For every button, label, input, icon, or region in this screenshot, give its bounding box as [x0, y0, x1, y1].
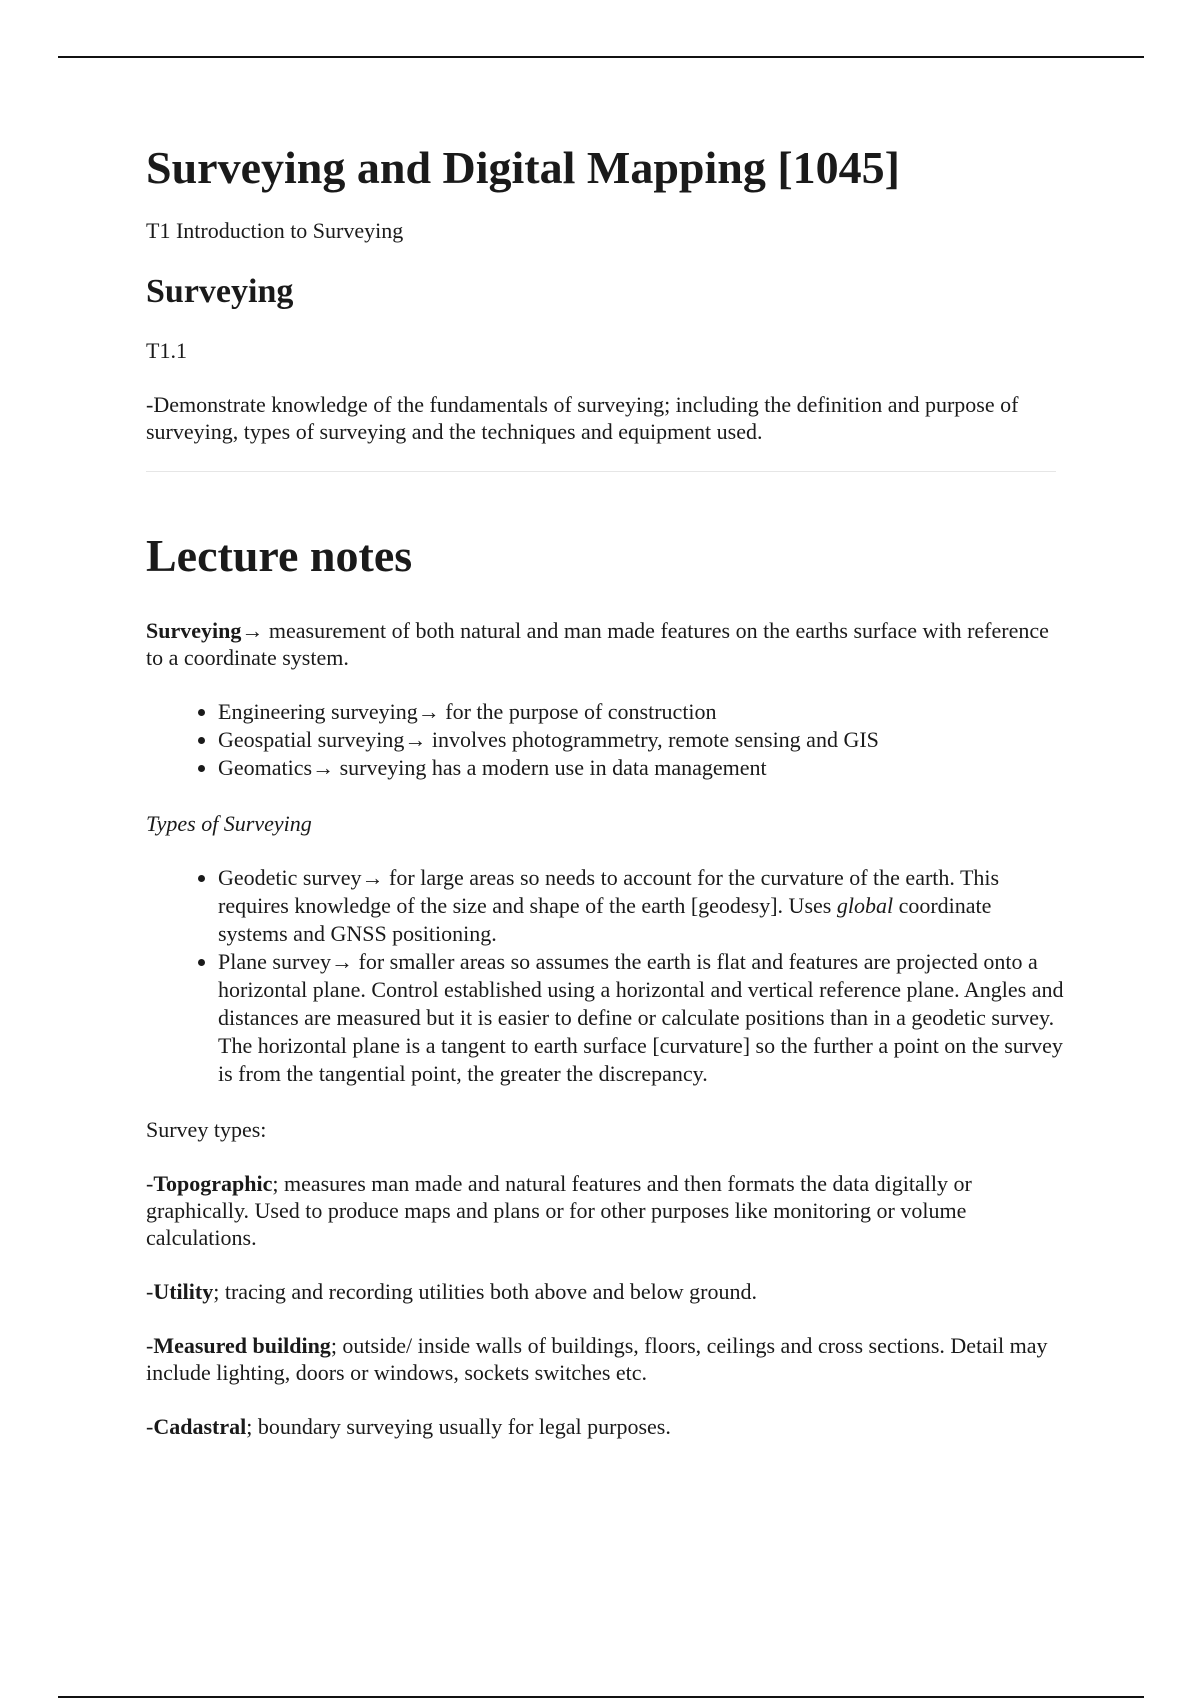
list-item: • Engineering surveying→ for the purpose of construction [218, 698, 1066, 726]
survey-type-topographic: -Topographic; measures man made and natural features and then formats the data digitally or graphically. Used to produce maps and plans or for other purposes like monitoring or volume calculations. [146, 1171, 972, 1251]
section-divider [146, 471, 1056, 472]
survey-type-term: Topographic [153, 1171, 273, 1197]
types-of-surveying-heading: Types of Surveying [146, 811, 312, 837]
bottom-page-rule [58, 1696, 1144, 1698]
lecture-notes-heading: Lecture notes [146, 529, 413, 581]
list-item: • Geospatial surveying→ involves photogrammetry, remote sensing and GIS [218, 726, 1066, 754]
list-item-geodetic [218, 864, 1066, 948]
surveying-heading: Surveying [146, 273, 294, 311]
survey-type-text: ; outside/ inside walls of buildings, floors, ceilings and cross sections. Detail may include lighting, doors or windows, sockets switches etc. [146, 1333, 1048, 1386]
surveying-branches-list [146, 698, 1066, 782]
survey-type-term: Utility [153, 1279, 214, 1305]
survey-type-term: Cadastral [153, 1414, 247, 1440]
list-item: • Geomatics→ surveying has a modern use in data management [218, 754, 1066, 782]
survey-type-measured-building: -Measured building; outside/ inside walls of buildings, floors, ceilings and cross sections. Detail may include lighting, doors or windows, sockets switches etc. [146, 1333, 1048, 1386]
geodetic-emphasis: global [836, 893, 894, 919]
objective-text: -Demonstrate knowledge of the fundamentals of surveying; including the definition and purpose of surveying, types of surveying and the techniques and equipment used. [146, 391, 1019, 444]
list-item-plane: • Plane survey→ for smaller areas so assumes the earth is flat and features are projected onto a horizontal plane. Control established using a horizontal and vertical reference plane. Angles and distances are measured but it is easier to define or calculate positions than in a geodetic survey. The horizontal plane is a tangent to earth surface [curvature] so the further a point on the survey is from the tangential point, the greater the discrepancy. [218, 948, 1066, 1088]
survey-type-term: Measured building [153, 1333, 331, 1359]
definition-text: → measurement of both natural and man made features on the earths surface with reference to a coordinate system. [146, 618, 1049, 671]
survey-types-label: Survey types: [146, 1117, 267, 1143]
survey-type-text: ; measures man made and natural features and then formats the data digitally or graphically. Used to produce maps and plans or for other purposes like monitoring or volume calculations. [146, 1171, 972, 1251]
definition-term: Surveying [146, 618, 242, 644]
surveying-definition [146, 617, 1066, 671]
survey-type-utility: -Utility; tracing and recording utilities both above and below ground. [146, 1279, 757, 1305]
objective-code: T1.1 [146, 337, 187, 363]
document-title: Surveying and Digital Mapping [1045] [146, 142, 900, 193]
geodetic-text: Geodetic survey→ for large areas so needs to account for the curvature of the earth. This requires knowledge of the size and shape of the earth [geodesy]. Uses [218, 865, 1000, 919]
geodetic-text-end: coordinate systems and GNSS positioning. [218, 893, 992, 947]
survey-type-text: ; boundary surveying usually for legal purposes. [246, 1414, 671, 1440]
document-body [146, 140, 1066, 1467]
survey-type-cadastral: -Cadastral; boundary surveying usually for legal purposes. [146, 1414, 671, 1440]
survey-types-list [146, 864, 1066, 1088]
topic-subtitle: T1 Introduction to Surveying [146, 218, 404, 244]
top-page-rule [58, 56, 1144, 58]
survey-type-text: ; tracing and recording utilities both above and below ground. [213, 1279, 757, 1305]
